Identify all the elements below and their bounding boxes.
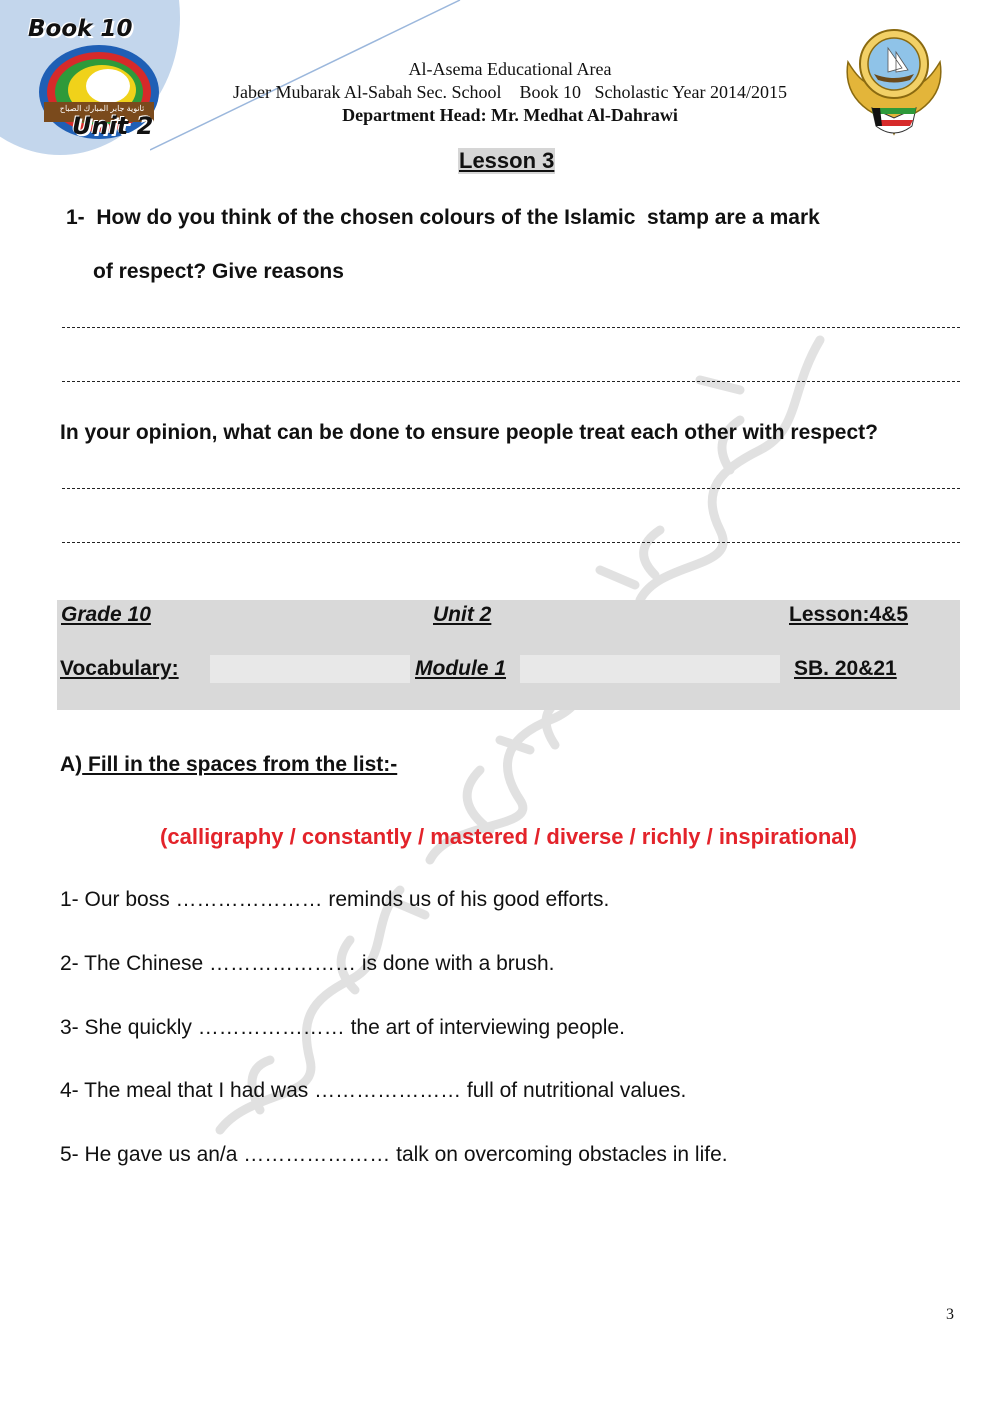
sentence-4: 4- The meal that I had was ………………… full of nutritional values. [60,1079,687,1102]
table-strip [210,655,410,683]
lesson-cell: Lesson:4&5 [789,603,909,626]
header [180,58,840,127]
sentence-2: 2- The Chinese ………………… is done with a brush. [60,952,555,975]
page-number: 3 [946,1306,954,1323]
unit-label: Unit 2 [72,112,154,140]
unit-cell: Unit 2 [433,603,492,626]
book-label: Book 10 [28,16,133,42]
header-area: Al-Asema Educational Area [408,59,612,79]
grade-cell: Grade 10 [61,603,151,626]
answer-line [62,488,960,489]
sentence-3: 3- She quickly ………………… the art of interviewing people. [60,1016,625,1039]
word-list: (calligraphy / constantly / mastered / diverse / richly / inspirational) [160,824,857,849]
question-1-line-2: of respect? Give reasons [93,260,344,283]
lesson-title: Lesson 3 [459,148,555,173]
header-department-head: Department Head: Mr. Medhat Al-Dahrawi [342,105,678,125]
question-1-line-1: 1- How do you think of the chosen colours of the Islamic stamp are a mark [66,206,820,229]
section-a-title: Fill in the spaces from the list:- [82,753,398,776]
sentence-5: 5- He gave us an/a ………………… talk on overcoming obstacles in life. [60,1143,728,1166]
header-school: Jaber Mubarak Al-Sabah Sec. School Book 10 Scholastic Year 2014/2015 [233,82,787,102]
answer-line [62,381,960,382]
school-logo-text: ثانوية جابر المبارك الصباح [59,104,145,113]
question-2: In your opinion, what can be done to ensure people treat each other with respect? [60,421,878,444]
module-cell: Module 1 [415,657,507,680]
section-a-prefix: A) [60,753,83,776]
section-a-heading [60,753,397,777]
sb-pages-cell: SB. 20&21 [794,657,897,680]
answer-line [62,327,960,328]
kuwait-emblem [838,22,950,140]
vocabulary-cell: Vocabulary: [60,657,179,680]
answer-line [62,542,960,543]
sentence-1: 1- Our boss ………………… reminds us of his good efforts. [60,888,610,911]
table-strip [520,655,780,683]
